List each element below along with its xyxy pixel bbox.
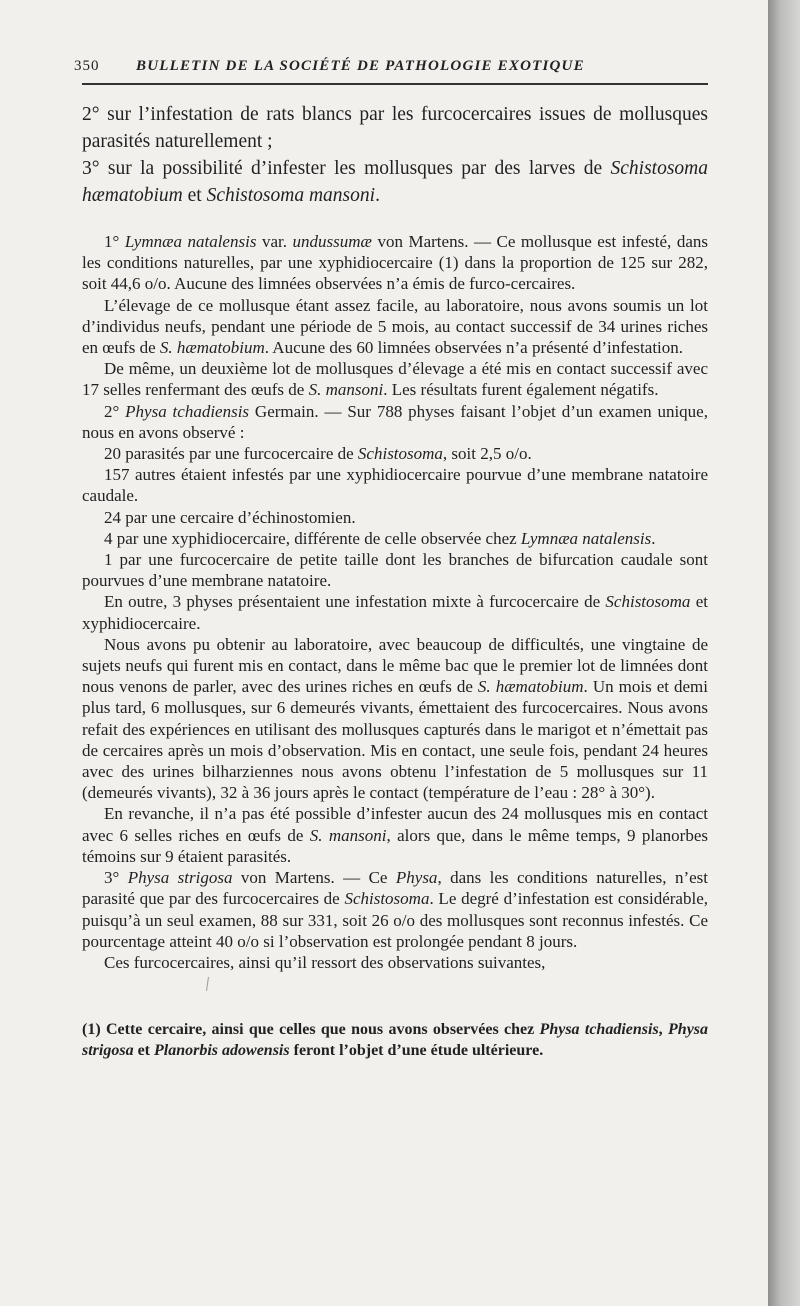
paragraph: 20 parasités par une furcocercaire de Schistosoma, soit 2,5 o/o. [104, 444, 532, 464]
paragraph: Ces furcocercaires, ainsi qu’il ressort des observations suivantes, [104, 952, 546, 972]
body-text [82, 231, 708, 973]
paragraph: 2° Physa tchadiensis Germain. — Sur 788 physes faisant l’objet d’un examen unique, nous en avons observé : [82, 401, 708, 442]
page-edge-shadow [768, 0, 800, 1306]
paragraph: Nous avons pu obtenir au laboratoire, avec beaucoup de difficultés, une vingtaine de sujets neufs qui furent mis en contact, dans le même bac que le premier lot de limnées dont nous venons de parler, avec des urines riches en œufs de S. hæmatobium. Un mois et demi plus tard, 6 mollusques, sur 6 demeurés vivants, émettaient des furcocercaires. Nous avons refait des expériences en utilisant des mollusques capturés dans le marigot et n’émettait pas de cercaires après un mois d’observation. Mis en contact, une seule fois, pendant 24 heures avec des urines bilharziennes nous avons obtenu l’infestation de 5 mollusques sur 11 (demeurés vivants), 32 à 36 jours après le contact (température de l’eau : 28° à 30°). [82, 634, 709, 803]
paragraph: En outre, 3 physes présentaient une infestation mixte à furcocercaire de Schistosoma et xyphidiocercaire. [82, 592, 708, 633]
paragraph: 4 par une xyphidiocercaire, différente de celle observée chez Lymnæa natalensis. [104, 528, 656, 548]
running-title: BULLETIN DE LA SOCIÉTÉ DE PATHOLOGIE EXOTIQUE [136, 58, 585, 74]
paragraph: 1 par une furcocercaire de petite taille dont les branches de bifurcation caudale sont pourvues d’une membrane natatoire. [82, 550, 708, 591]
paragraph: De même, un deuxième lot de mollusques d’élevage a été mis en contact successif avec 17 selles renfermant des œufs de S. mansoni. Les résultats furent également négatifs. [82, 359, 708, 400]
paragraph: L’élevage de ce mollusque étant assez facile, au laboratoire, nous avons soumis un lot d’individus neufs, pendant une période de 5 mois, au contact successif de 34 urines riches en œufs de S. hæmatobium. Aucune des 60 limnées observées n’a présenté d’infestation. [82, 295, 708, 358]
footnote: (1) Cette cercaire, ainsi que celles que nous avons observées chez Physa tchadiensis, Physa strigosa et Planorbis adowensis feront l’objet d’une étude ultérieure. [82, 1021, 709, 1060]
running-header [74, 58, 708, 85]
paragraph: En revanche, il n’a pas été possible d’infester aucun des 24 mollusques mis en contact avec 6 selles riches en œufs de S. mansoni, alors que, dans le même temps, 9 planorbes témoins sur 9 étaient parasités. [82, 804, 709, 866]
page-number: 350 [74, 58, 100, 74]
footnote-separator [206, 977, 210, 991]
paragraph: 1° Lymnæa natalensis var. undussumæ von Martens. — Ce mollusque est infesté, dans les conditions naturelles, par une xyphidiocercaire (1) dans la proportion de 125 sur 282, soit 44,6 o/o. Aucune des limnées observées n’a émis de furco-cercaires. [82, 232, 708, 294]
paragraph: 3° Physa strigosa von Martens. — Ce Physa, dans les conditions naturelles, n’est parasité que par des furcocercaires de Schistosoma. Le degré d’infestation est considérable, puisqu’à un seul examen, 88 sur 331, soit 26 o/o des mollusques sont reconnus infestés. Ce pourcentage atteint 40 o/o si l’observation est prolongée pendant 8 jours. [82, 868, 708, 951]
intro-item-2: 2° sur l’infestation de rats blancs par les furcocercaires issues de mollusques parasités naturellement ; [82, 104, 708, 152]
intro-item-3: 3° sur la possibilité d’infester les mollusques par des larves de Schistosoma hæmatobium et Schistosoma mansoni. [82, 158, 708, 206]
paragraph: 157 autres étaient infestés par une xyphidiocercaire pourvue d’une membrane natatoire caudale. [82, 465, 708, 506]
paragraph: 24 par une cercaire d’échinostomien. [104, 507, 356, 527]
